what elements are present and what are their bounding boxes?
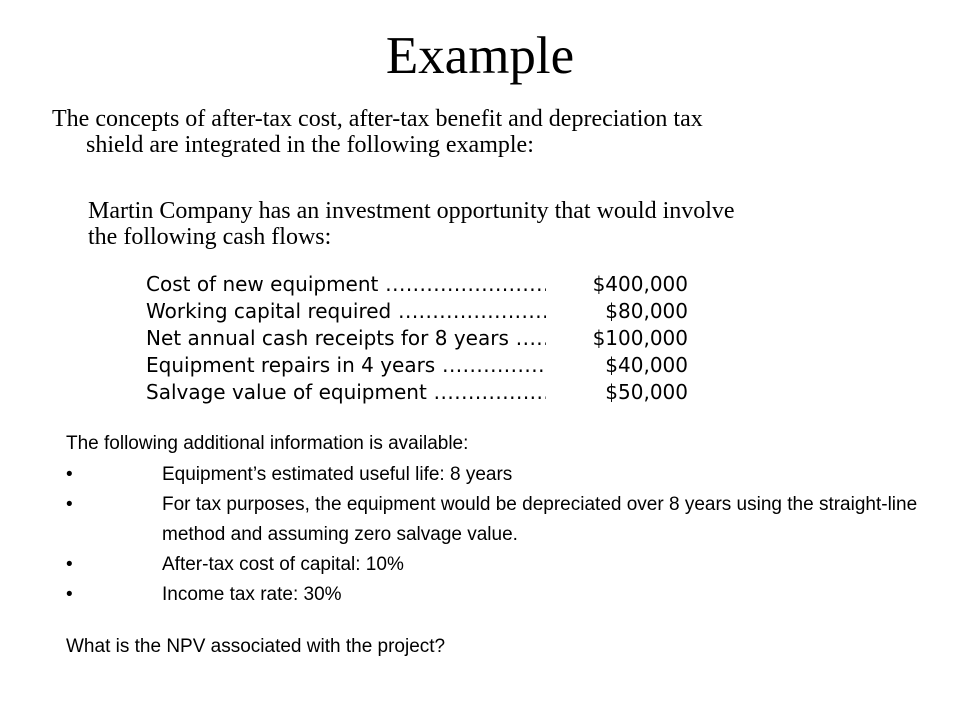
cash-flow-row [146, 325, 694, 352]
intro-line-1: The concepts of after-tax cost, after-tax benefit and depreciation tax [52, 106, 703, 132]
cash-flow-amount: $40,000 [605, 353, 688, 377]
additional-info-heading: The following additional information is available: [66, 433, 469, 454]
list-item-text: Equipment’s estimated useful life: 8 years [162, 464, 513, 485]
cash-flow-table [146, 271, 694, 406]
cash-flow-amount: $50,000 [605, 380, 688, 404]
cash-flow-amount: $400,000 [592, 272, 688, 296]
cash-flow-row [146, 379, 694, 406]
intro-paragraph [52, 106, 932, 158]
additional-info [66, 430, 946, 610]
additional-info-list [66, 460, 946, 610]
cash-flow-amount: $80,000 [605, 299, 688, 323]
list-item [66, 550, 946, 580]
company-line-1: Martin Company has an investment opportunity that would involve [88, 198, 735, 224]
cash-flow-label: Salvage value of equipment ..... [146, 379, 546, 406]
bullet-icon: • [66, 464, 73, 485]
slide-title: Example [385, 27, 575, 85]
list-item [66, 460, 946, 490]
company-paragraph [88, 198, 948, 250]
cash-flow-label: Cost of new equipment ..... [146, 271, 546, 298]
intro-line-2: shield are integrated in the following example: [86, 132, 534, 158]
npv-question: What is the NPV associated with the project? [66, 636, 446, 657]
cash-flow-amount: $100,000 [592, 326, 688, 350]
cash-flow-row [146, 352, 694, 379]
list-item-text: After-tax cost of capital: 10% [162, 554, 404, 575]
list-item [66, 490, 946, 550]
cash-flow-label: Equipment repairs in 4 years ..... [146, 352, 546, 379]
cash-flow-row [146, 271, 694, 298]
bullet-icon: • [66, 554, 73, 575]
company-line-2: the following cash flows: [88, 224, 332, 250]
list-item [66, 580, 946, 610]
cash-flow-label: Working capital required ..... [146, 298, 546, 325]
list-item-text: Income tax rate: 30% [162, 584, 342, 605]
bullet-icon: • [66, 584, 73, 605]
cash-flow-label: Net annual cash receipts for 8 years ..... [146, 325, 546, 352]
cash-flow-row [146, 298, 694, 325]
list-item-text: For tax purposes, the equipment would be depreciated over 8 years using the straight-line method and assuming zero salvage value. [162, 494, 918, 545]
bullet-icon: • [66, 494, 73, 515]
